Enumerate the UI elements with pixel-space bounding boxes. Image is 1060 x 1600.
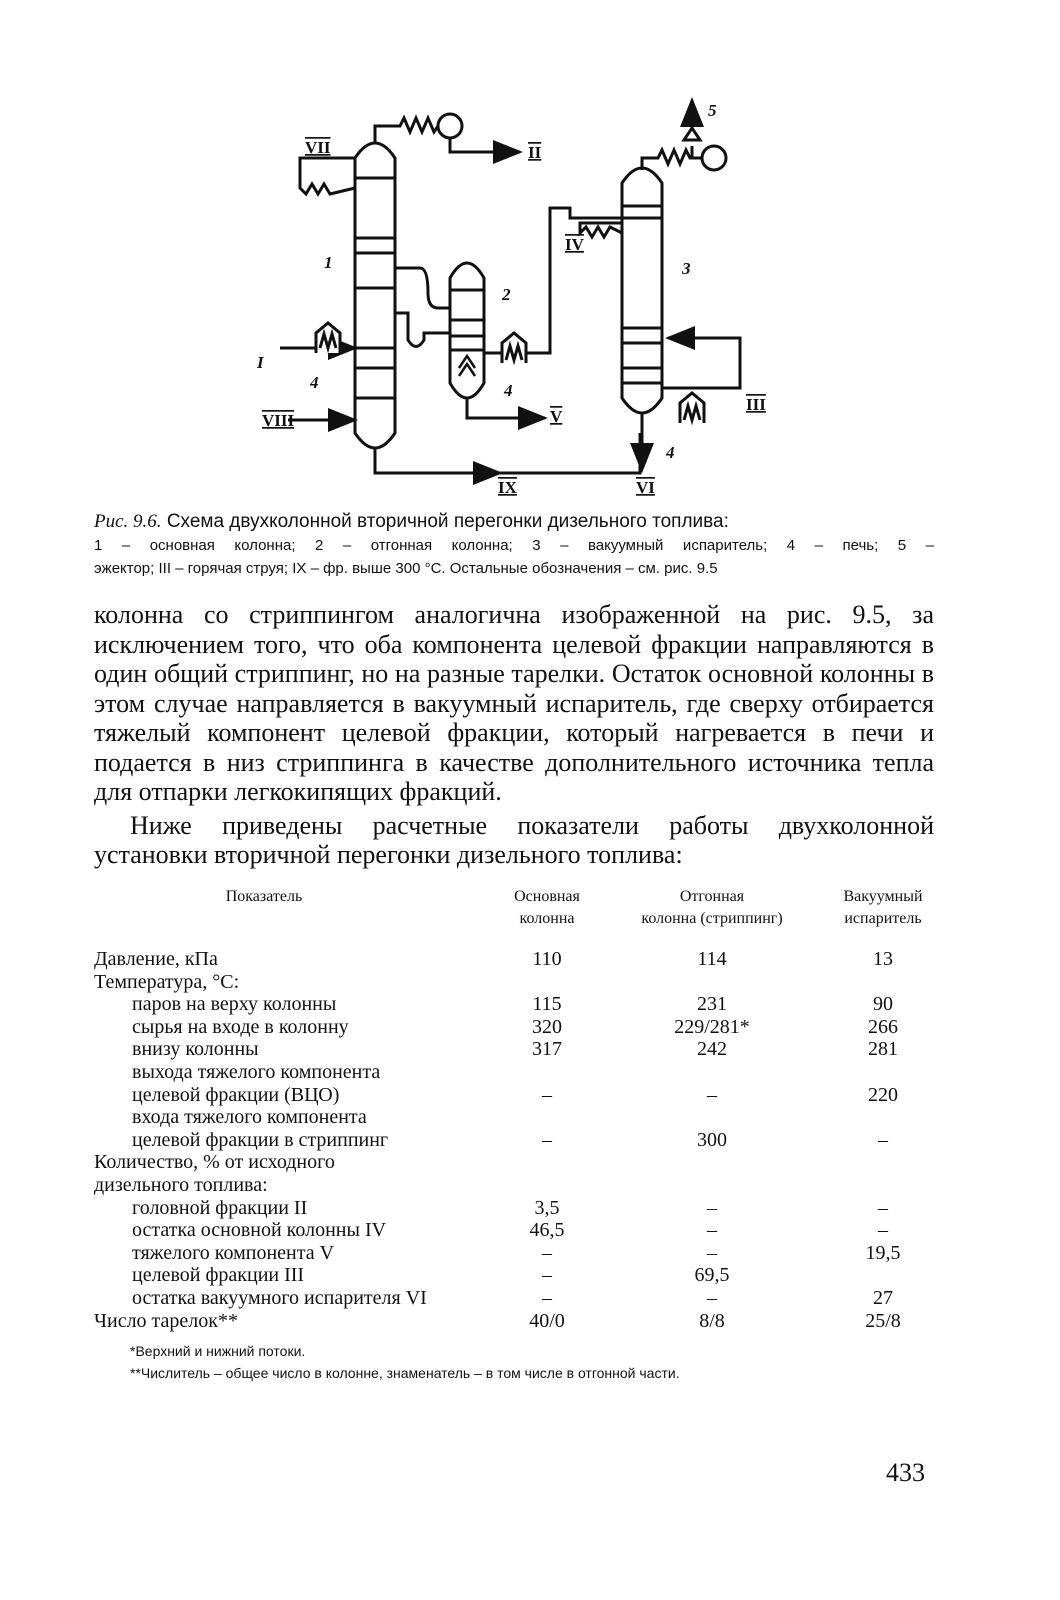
cell-stripping-column: 242 xyxy=(697,1038,727,1061)
cell-vacuum-evaporator: 266 xyxy=(868,1015,898,1038)
row-label: Количество, % от исходного xyxy=(94,1151,335,1174)
stripping-column xyxy=(450,263,484,398)
table-row xyxy=(94,1151,944,1174)
cell-stripping-column: 231 xyxy=(697,993,727,1016)
table-header xyxy=(94,880,944,948)
table-footnotes xyxy=(130,1340,920,1384)
label-5: 5 xyxy=(708,101,717,120)
row-label: сырья на входе в колонну xyxy=(132,1015,349,1038)
table-row xyxy=(94,1129,944,1152)
cell-main-column: 46,5 xyxy=(529,1219,565,1242)
cell-main-column: 317 xyxy=(532,1038,562,1061)
label-1: 1 xyxy=(324,253,333,272)
row-label: дизельного топлива: xyxy=(94,1173,268,1196)
table-row xyxy=(94,1264,944,1287)
cell-vacuum-evaporator: 19,5 xyxy=(865,1241,901,1264)
label-I: I xyxy=(257,353,264,372)
cell-vacuum-evaporator: – xyxy=(878,1196,888,1219)
table-row xyxy=(94,1174,944,1197)
cell-stripping-column: 114 xyxy=(697,948,727,970)
header-col3-l2: испаритель xyxy=(844,910,922,927)
paragraph-2: Ниже приведены расчетные показатели работы двухколонной установки вторичной перегонки дизельного топлива: xyxy=(94,810,934,869)
cell-vacuum-evaporator: 90 xyxy=(873,993,893,1016)
label-IX: IX xyxy=(498,478,517,497)
cell-stripping-column: – xyxy=(707,1241,717,1264)
cell-stripping-column: – xyxy=(707,1286,717,1309)
row-label: остатка основной колонны IV xyxy=(132,1219,387,1242)
footnote-1: *Верхний и нижний потоки. xyxy=(130,1343,306,1359)
row-label: головной фракции II xyxy=(132,1196,308,1219)
row-label: тяжелого компонента V xyxy=(132,1241,335,1264)
cell-stripping-column: – xyxy=(707,1083,717,1106)
table-row xyxy=(94,1016,944,1039)
label-II: II xyxy=(528,143,542,162)
row-label: целевой фракции (ВЦО) xyxy=(132,1083,340,1106)
process-diagram xyxy=(240,78,800,498)
paragraph-1: колонна со стриппингом аналогична изображенной на рис. 9.5, за исключением того, что оба компонента целевой фракции направляются в один общий стриппинг, но на разные тарелки. Остаток основной колонны в этом случае направляется в вакуумный испаритель, где сверху отбирается тяжелый компонент целевой фракции, который нагревается в печи и подается в низ стриппинга в качестве дополнительного источника тепла для отпарки легкокипящих фракций. xyxy=(94,600,934,806)
table-row xyxy=(94,1038,944,1061)
caption-title-line xyxy=(94,510,934,534)
table-row xyxy=(94,948,944,971)
label-3: 3 xyxy=(682,259,691,278)
footnote-2: **Числитель – общее число в колонне, знаменатель – в том числе в отгонной части. xyxy=(130,1365,680,1381)
caption-legend-1: 1 – основная колонна; 2 – отгонная колонна; 3 – вакуумный испаритель; 4 – печь; 5 – xyxy=(94,537,934,554)
header-col1-l1: Основная xyxy=(514,888,580,905)
cell-stripping-column: 300 xyxy=(697,1128,727,1151)
header-param: Показатель xyxy=(225,888,303,905)
cell-stripping-column: 229/281* xyxy=(674,1015,750,1038)
cell-main-column: 115 xyxy=(532,993,562,1016)
row-label: целевой фракции в стриппинг xyxy=(132,1128,389,1151)
label-VIII: VIII xyxy=(262,411,295,430)
label-4-vacuum: 4 xyxy=(666,443,675,462)
table-row xyxy=(94,1242,944,1265)
cell-stripping-column: 8/8 xyxy=(699,1309,725,1332)
table-row xyxy=(94,1084,944,1107)
cell-vacuum-evaporator: – xyxy=(878,1219,888,1242)
cell-main-column: – xyxy=(542,1264,552,1287)
body-text xyxy=(94,600,934,870)
cell-vacuum-evaporator: 27 xyxy=(873,1286,893,1309)
cell-main-column: 3,5 xyxy=(534,1196,560,1219)
label-III: III xyxy=(746,395,766,414)
cell-vacuum-evaporator: 25/8 xyxy=(865,1309,901,1332)
table-row xyxy=(94,971,944,994)
label-VI: VI xyxy=(636,478,655,497)
table-row xyxy=(94,1106,944,1129)
label-VII: VII xyxy=(305,138,331,157)
row-label: входа тяжелого компонента xyxy=(132,1106,367,1129)
cell-main-column: 320 xyxy=(532,1015,562,1038)
cell-main-column: – xyxy=(542,1128,552,1151)
row-label: паров на верху колонны xyxy=(132,993,337,1016)
cell-stripping-column: 69,5 xyxy=(694,1264,730,1287)
cell-vacuum-evaporator: 13 xyxy=(873,948,893,970)
cell-main-column: 110 xyxy=(532,948,562,970)
caption-prefix: Рис. 9.6. xyxy=(94,511,162,532)
table-row xyxy=(94,1197,944,1220)
header-col3-l1: Вакуумный xyxy=(843,888,923,905)
row-label: Температура, °С: xyxy=(94,970,240,993)
cell-main-column: 40/0 xyxy=(529,1309,565,1332)
caption-title: Схема двухколонной вторичной перегонки дизельного топлива: xyxy=(166,511,729,532)
cell-main-column: – xyxy=(542,1241,552,1264)
row-label: Давление, кПа xyxy=(94,948,218,970)
row-label: целевой фракции III xyxy=(132,1264,305,1287)
cell-main-column: – xyxy=(542,1083,552,1106)
results-table xyxy=(94,880,944,1332)
page-number: 433 xyxy=(886,1458,925,1487)
table-row xyxy=(94,1061,944,1084)
cell-main-column: – xyxy=(542,1286,552,1309)
row-label: Число тарелок** xyxy=(94,1309,238,1332)
figure-caption xyxy=(94,510,934,580)
label-2: 2 xyxy=(502,285,511,304)
label-4-strip: 4 xyxy=(504,381,513,400)
row-label: выхода тяжелого компонента xyxy=(132,1060,381,1083)
header-col1-l2: колонна xyxy=(519,910,575,927)
label-4-main: 4 xyxy=(310,373,319,392)
table-row xyxy=(94,993,944,1016)
main-column xyxy=(355,143,395,448)
caption-legend-2: эжектор; III – горячая струя; IX – фр. выше 300 °С. Остальные обозначения – см. рис. 9.5 xyxy=(94,560,718,577)
table-row xyxy=(94,1287,944,1310)
header-col2-l1: Отгонная xyxy=(679,888,745,905)
cell-vacuum-evaporator: – xyxy=(878,1128,888,1151)
cell-stripping-column: – xyxy=(707,1196,717,1219)
table-row xyxy=(94,1310,944,1333)
row-label: внизу колонны xyxy=(132,1038,259,1061)
table-body xyxy=(94,948,944,1332)
header-col2-l2: колонна (стриппинг) xyxy=(641,910,783,927)
row-label: остатка вакуумного испарителя VI xyxy=(132,1286,427,1309)
label-V: V xyxy=(550,407,563,426)
cell-vacuum-evaporator: 281 xyxy=(868,1038,898,1061)
label-IV: IV xyxy=(565,235,584,254)
diagram-svg xyxy=(240,78,800,498)
table-row xyxy=(94,1219,944,1242)
cell-stripping-column: – xyxy=(707,1219,717,1242)
cell-vacuum-evaporator: 220 xyxy=(868,1083,898,1106)
